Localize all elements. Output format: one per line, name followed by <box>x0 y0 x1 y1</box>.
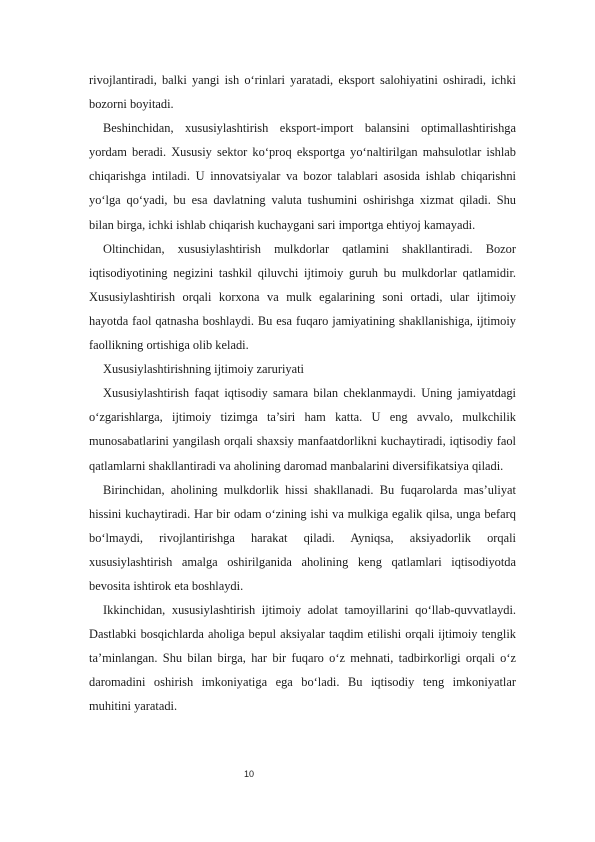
document-body <box>89 68 516 719</box>
paragraph-continuation: rivojlantiradi, balki yangi ish o‘rinlari yaratadi, eksport salohiyatini oshiradi, ichki bozorni boyitadi. <box>89 73 516 112</box>
paragraph-fifth-point: Beshinchidan, xususiylashtirish eksport-import balansini optimallashtirishga yordam beradi. Xususiy sektor ko‘proq eksportga yo‘naltirilgan mahsulotlar ishlab chiqarishga intiladi. U innovatsiyalar va bozor talablari asosida ishlab chiqarishni yo‘lga qo‘yadi, bu esa davlatning valuta tushumini oshirishga xizmat qiladi. Shu bilan birga, ichki ishlab chiqarish kuchaygani sari importga ehtiyoj kamayadi. <box>89 121 516 232</box>
paragraph-second-point: Ikkinchidan, xususiylashtirish ijtimoiy adolat tamoyillarini qo‘llab-quvvatlaydi. Dastlabki bosqichlarda aholiga bepul aksiyalar taqdim etilishi orqali ijtimoiy tenglik ta’minlangan. Shu bilan birga, har bir fuqaro o‘z mehnati, tadbirkorligi orqali o‘z daromadini oshirish imkoniyatiga ega bo‘ladi. Bu iqtisodiy teng imkoniyatlar muhitini yaratadi. <box>89 603 516 714</box>
paragraph-social-intro: Xususiylashtirish faqat iqtisodiy samara bilan cheklanmaydi. Uning jamiyatdagi o‘zgarishlarga, ijtimoiy tizimga ta’siri ham katta. U eng avvalo, mulkchilik munosabatlarini yangilash orqali shaxsiy manfaatdorlikni kuchaytiradi, iqtisodiy faol qatlamlarni shakllantiradi va aholining daromad manbalarini diversifikatsiya qiladi. <box>89 386 516 473</box>
page-number: 10 <box>244 769 255 779</box>
section-heading: Xususiylashtirishning ijtimoiy zaruriyati <box>103 362 304 377</box>
paragraph-first-point: Birinchidan, aholining mulkdorlik hissi shakllanadi. Bu fuqarolarda mas’uliyat hissini kuchaytiradi. Har bir odam o‘zining ishi va mulkiga egalik qilsa, unga befarq bo‘lmaydi, rivojlantirishga harakat qiladi. Ayniqsa, aksiyadorlik orqali xususiylashtirish amalga oshirilganida aholining keng qatlamlari iqtisodiyotda bevosita ishtirok eta boshlaydi. <box>89 482 516 593</box>
paragraph-sixth-point: Oltinchidan, xususiylashtirish mulkdorlar qatlamini shakllantiradi. Bozor iqtisodiyotining negizini tashkil qiluvchi ijtimoiy guruh bu mulkdorlar qatlamidir. Xususiylashtirish orqali korxona va mulk egalarining soni ortadi, ular ijtimoiy hayotda faol qatnasha boshlaydi. Bu esa fuqaro jamiyatining shakllanishiga, ijtimoiy faollikning ortishiga olib keladi. <box>89 241 516 353</box>
